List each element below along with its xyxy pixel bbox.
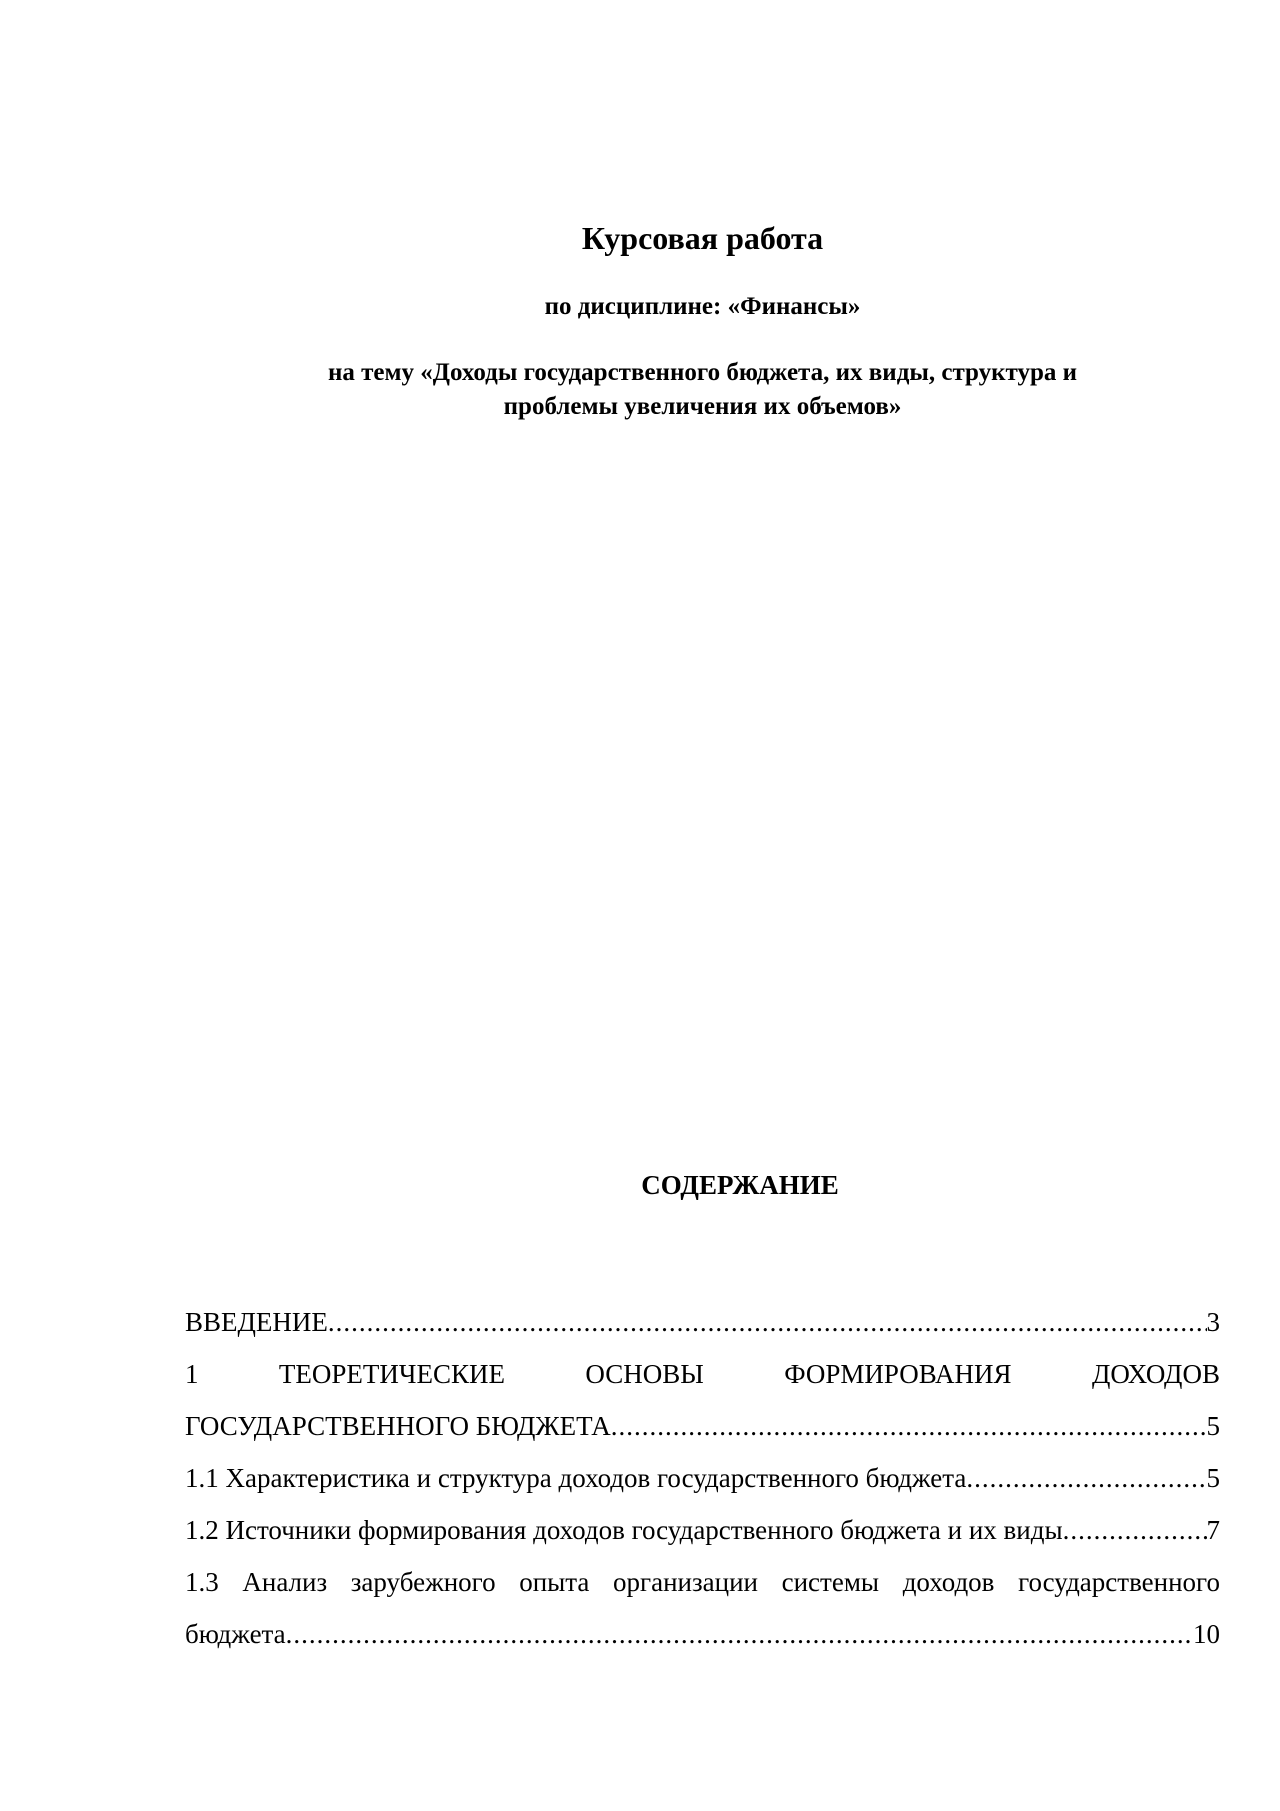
toc-word: 1.3	[185, 1567, 219, 1597]
toc-entry-chapter-1-line-1	[185, 1348, 1220, 1400]
toc-page-number: 3	[1206, 1307, 1220, 1337]
toc-word: организации	[613, 1567, 758, 1597]
toc-word: зарубежного	[350, 1567, 496, 1597]
topic-line-2: проблемы увеличения их объемов»	[503, 393, 902, 420]
toc-word: Анализ	[242, 1567, 328, 1597]
toc-entry-text: ВВЕДЕНИЕ	[185, 1307, 328, 1337]
toc-word: системы	[781, 1567, 880, 1597]
toc-page-number: 7	[1206, 1515, 1220, 1545]
toc-entry-introduction	[185, 1296, 1220, 1348]
topic-line	[0, 356, 1280, 424]
dot-leader	[1063, 1504, 1207, 1556]
toc-page-number: 5	[1206, 1463, 1220, 1493]
toc-page-number: 10	[1193, 1619, 1220, 1649]
toc-entry-1-2	[185, 1504, 1220, 1556]
course-work-title: Курсовая работа	[581, 220, 824, 256]
dot-leader	[966, 1452, 1206, 1504]
table-of-contents	[185, 1296, 1220, 1660]
toc-page-number: 5	[1206, 1411, 1220, 1441]
toc-word: доходов	[902, 1567, 995, 1597]
toc-entry-text: ГОСУДАРСТВЕННОГО БЮДЖЕТА	[185, 1411, 611, 1441]
toc-entry-1-3-line-2	[185, 1608, 1220, 1660]
toc-word: 1	[185, 1359, 199, 1389]
toc-word: ФОРМИРОВАНИЯ	[784, 1359, 1012, 1389]
toc-word: опыта	[519, 1567, 590, 1597]
topic-line-1: на тему «Доходы государственного бюджета, их виды, структура и	[327, 359, 1078, 386]
toc-word: государственного	[1018, 1567, 1220, 1597]
toc-heading: СОДЕРЖАНИЕ	[641, 1170, 839, 1200]
toc-entry-text: бюджета	[185, 1619, 286, 1649]
toc-word: ОСНОВЫ	[585, 1359, 704, 1389]
dot-leader	[286, 1608, 1193, 1660]
discipline-line: по дисциплине: «Финансы»	[544, 293, 861, 320]
toc-word: ТЕОРЕТИЧЕСКИЕ	[278, 1359, 505, 1389]
dot-leader	[328, 1296, 1207, 1348]
toc-entry-chapter-1-line-2	[185, 1400, 1220, 1452]
toc-entry-text: 1.1 Характеристика и структура доходов государственного бюджета	[185, 1463, 967, 1493]
toc-entry-1-1	[185, 1452, 1220, 1504]
toc-entry-text: 1.2 Источники формирования доходов государственного бюджета и их виды	[185, 1515, 1063, 1545]
toc-entry-1-3-line-1	[185, 1556, 1220, 1608]
toc-word: ДОХОДОВ	[1091, 1359, 1220, 1389]
dot-leader	[611, 1400, 1207, 1452]
